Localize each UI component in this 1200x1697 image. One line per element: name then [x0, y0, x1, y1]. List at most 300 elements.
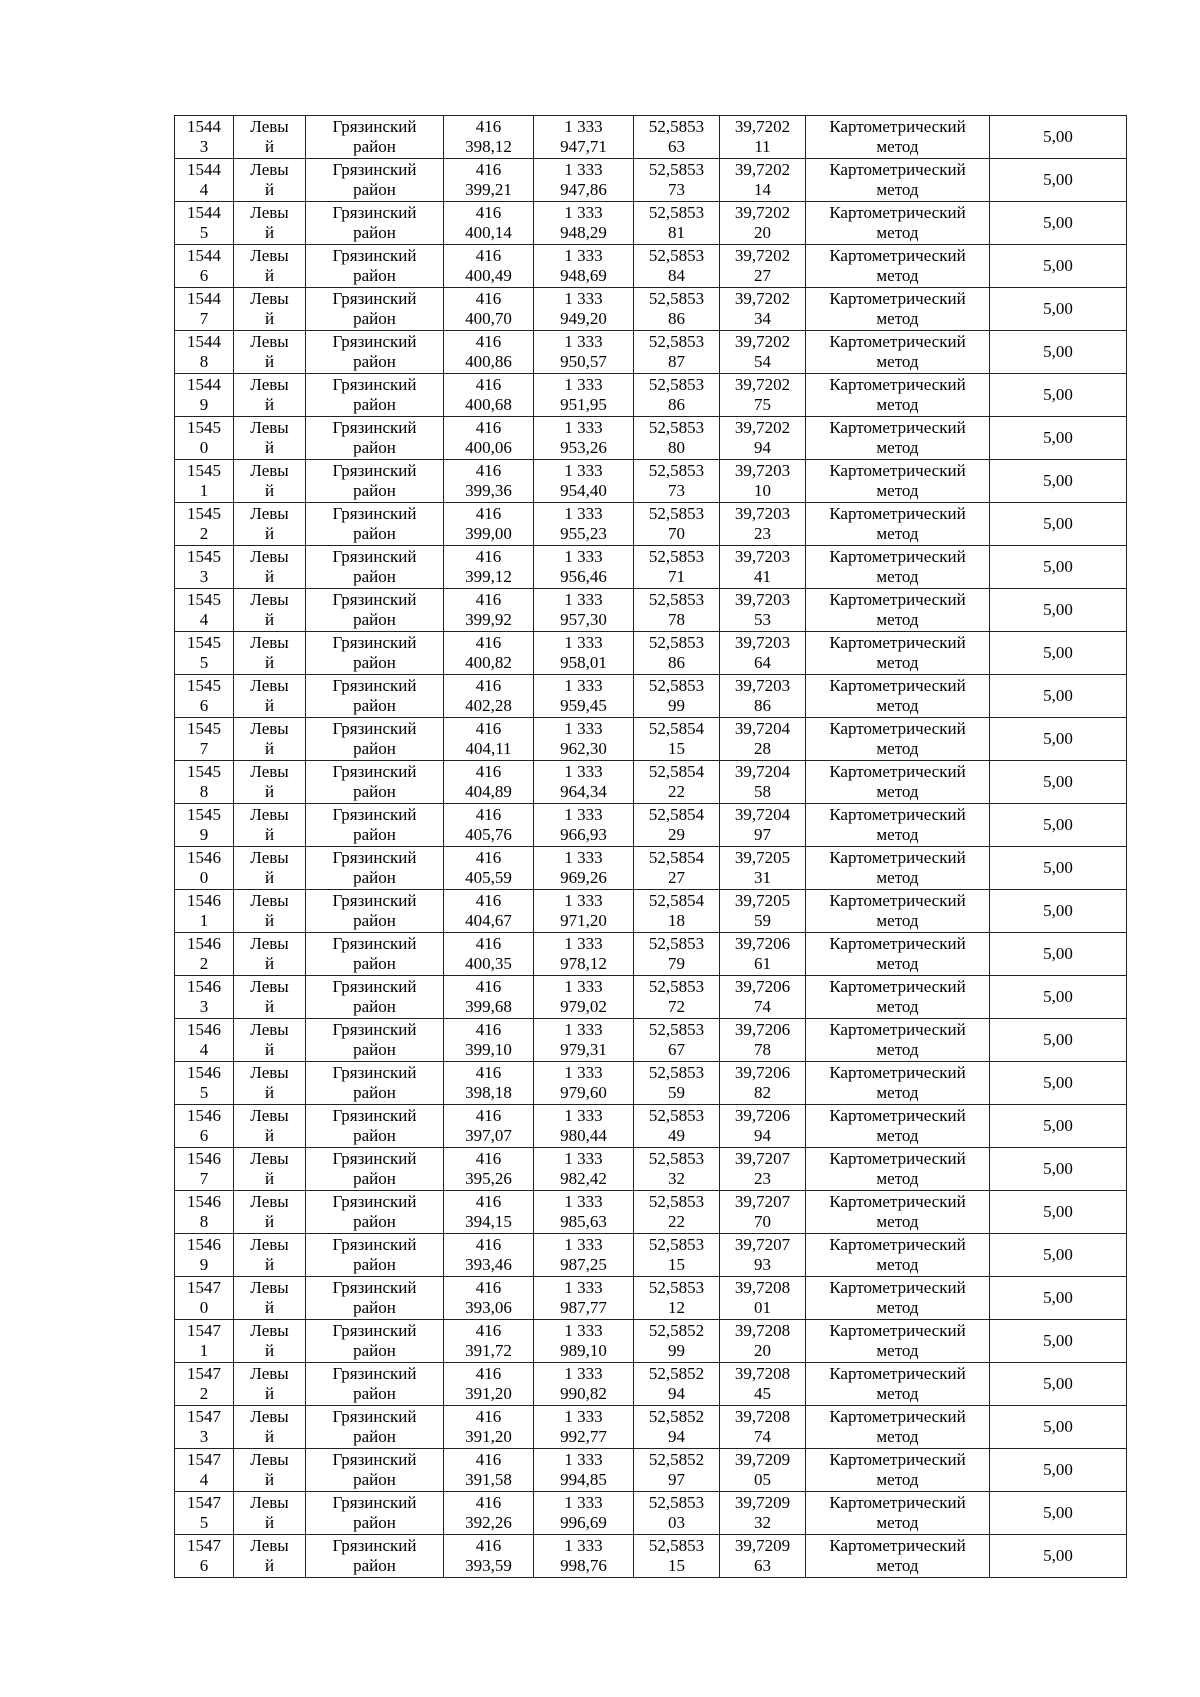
point-number-cell-line: 7 [199, 1169, 209, 1188]
method-cell [806, 116, 990, 159]
accuracy-cell: 5,00 [990, 1019, 1127, 1062]
side-cell-line: й [264, 1470, 275, 1489]
district-cell-line: район [353, 868, 396, 887]
latitude-cell [634, 1148, 720, 1191]
coord-x-cell-line: 416 [475, 1536, 502, 1555]
point-number-cell-line: 1545 [187, 762, 221, 781]
coord-x-cell-line: 395,26 [465, 1169, 512, 1188]
method-cell-line: метод [876, 653, 919, 672]
accuracy-cell: 5,00 [990, 245, 1127, 288]
method-cell-line: метод [876, 352, 919, 371]
method-cell [806, 718, 990, 761]
longitude-cell [720, 116, 806, 159]
latitude-cell-line: 52,5853 [648, 1063, 705, 1082]
coord-x-cell [444, 718, 534, 761]
latitude-cell-line: 87 [668, 352, 685, 371]
latitude-cell [634, 331, 720, 374]
point-number-cell [175, 1105, 234, 1148]
latitude-cell-line: 52,5854 [648, 805, 705, 824]
latitude-cell [634, 417, 720, 460]
longitude-cell-line: 31 [754, 868, 771, 887]
longitude-cell-line: 39,7209 [734, 1536, 791, 1555]
coord-y-cell-line: 979,02 [560, 997, 607, 1016]
table-row [175, 1019, 1127, 1062]
district-cell-line: Грязинский [332, 1063, 417, 1082]
longitude-cell-line: 54 [754, 352, 771, 371]
table-row [175, 331, 1127, 374]
district-cell [306, 1363, 444, 1406]
latitude-cell [634, 1449, 720, 1492]
district-cell-line: Грязинский [332, 1450, 417, 1469]
point-number-cell [175, 1277, 234, 1320]
table-row [175, 1062, 1127, 1105]
method-cell [806, 374, 990, 417]
coord-x-cell [444, 847, 534, 890]
latitude-cell [634, 675, 720, 718]
coord-x-cell-line: 399,12 [465, 567, 512, 586]
district-cell [306, 1148, 444, 1191]
district-cell [306, 718, 444, 761]
latitude-cell [634, 245, 720, 288]
method-cell-line: метод [876, 1427, 919, 1446]
side-cell-line: Левы [250, 289, 289, 308]
point-number-cell-line: 5 [199, 1513, 209, 1532]
longitude-cell [720, 288, 806, 331]
coord-x-cell [444, 1449, 534, 1492]
point-number-cell-line: 1544 [187, 246, 221, 265]
longitude-cell-line: 64 [754, 653, 771, 672]
district-cell-line: Грязинский [332, 676, 417, 695]
method-cell [806, 761, 990, 804]
method-cell-line: Картометрический [829, 762, 966, 781]
longitude-cell-line: 39,7204 [734, 719, 791, 738]
coordinates-table [174, 115, 1127, 1578]
latitude-cell-line: 52,5854 [648, 719, 705, 738]
district-cell-line: район [353, 739, 396, 758]
district-cell-line: район [353, 1556, 396, 1575]
coord-x-cell-line: 393,59 [465, 1556, 512, 1575]
district-cell-line: Грязинский [332, 1364, 417, 1383]
longitude-cell [720, 202, 806, 245]
coord-x-cell-line: 399,21 [465, 180, 512, 199]
point-number-cell-line: 5 [199, 1083, 209, 1102]
latitude-cell [634, 1406, 720, 1449]
latitude-cell-line: 80 [668, 438, 685, 457]
longitude-cell-line: 63 [754, 1556, 771, 1575]
longitude-cell [720, 1406, 806, 1449]
latitude-cell [634, 202, 720, 245]
side-cell-line: й [264, 1083, 275, 1102]
point-number-cell-line: 3 [199, 137, 209, 156]
coord-y-cell-line: 1 333 [564, 289, 603, 308]
district-cell-line: Грязинский [332, 719, 417, 738]
table-row [175, 718, 1127, 761]
method-cell-line: Картометрический [829, 977, 966, 996]
coord-y-cell-line: 1 333 [564, 1020, 603, 1039]
method-cell-line: метод [876, 524, 919, 543]
accuracy-cell: 5,00 [990, 761, 1127, 804]
accuracy-cell: 5,00 [990, 1363, 1127, 1406]
method-cell-line: Картометрический [829, 1063, 966, 1082]
point-number-cell-line: 1 [199, 911, 209, 930]
latitude-cell-line: 52,5853 [648, 289, 705, 308]
point-number-cell [175, 503, 234, 546]
latitude-cell-line: 52,5853 [648, 633, 705, 652]
accuracy-cell: 5,00 [990, 116, 1127, 159]
coord-y-cell-line: 979,60 [560, 1083, 607, 1102]
district-cell-line: Грязинский [332, 375, 417, 394]
coord-y-cell-line: 992,77 [560, 1427, 607, 1446]
point-number-cell [175, 245, 234, 288]
longitude-cell [720, 976, 806, 1019]
method-cell-line: Картометрический [829, 1450, 966, 1469]
point-number-cell-line: 1546 [187, 848, 221, 867]
method-cell-line: метод [876, 997, 919, 1016]
longitude-cell [720, 804, 806, 847]
longitude-cell-line: 39,7203 [734, 504, 791, 523]
latitude-cell [634, 116, 720, 159]
coord-x-cell [444, 589, 534, 632]
method-cell-line: метод [876, 1212, 919, 1231]
side-cell-line: Левы [250, 1192, 289, 1211]
district-cell-line: Грязинский [332, 934, 417, 953]
coord-x-cell [444, 202, 534, 245]
coord-y-cell [534, 933, 634, 976]
coord-y-cell [534, 245, 634, 288]
longitude-cell-line: 27 [754, 266, 771, 285]
side-cell-line: й [264, 1212, 275, 1231]
latitude-cell-line: 97 [668, 1470, 685, 1489]
longitude-cell [720, 1234, 806, 1277]
point-number-cell-line: 1547 [187, 1364, 221, 1383]
latitude-cell-line: 52,5853 [648, 1493, 705, 1512]
latitude-cell-line: 29 [668, 825, 685, 844]
latitude-cell-line: 12 [668, 1298, 685, 1317]
point-number-cell-line: 0 [199, 868, 209, 887]
district-cell-line: Грязинский [332, 891, 417, 910]
latitude-cell [634, 1492, 720, 1535]
latitude-cell-line: 79 [668, 954, 685, 973]
method-cell-line: метод [876, 481, 919, 500]
longitude-cell-line: 05 [754, 1470, 771, 1489]
coord-x-cell-line: 416 [475, 590, 502, 609]
longitude-cell [720, 1148, 806, 1191]
accuracy-cell: 5,00 [990, 1406, 1127, 1449]
coord-y-cell-line: 1 333 [564, 1364, 603, 1383]
side-cell-line: й [264, 1513, 275, 1532]
coord-x-cell [444, 933, 534, 976]
longitude-cell-line: 39,7202 [734, 289, 791, 308]
table-row [175, 417, 1127, 460]
method-cell [806, 847, 990, 890]
latitude-cell-line: 32 [668, 1169, 685, 1188]
longitude-cell-line: 39,7207 [734, 1192, 791, 1211]
side-cell-line: й [264, 352, 275, 371]
point-number-cell-line: 1544 [187, 332, 221, 351]
point-number-cell-line: 4 [199, 1040, 209, 1059]
point-number-cell-line: 1545 [187, 633, 221, 652]
district-cell-line: район [353, 782, 396, 801]
accuracy-cell: 5,00 [990, 1449, 1127, 1492]
coord-x-cell-line: 416 [475, 1278, 502, 1297]
method-cell [806, 546, 990, 589]
longitude-cell-line: 39,7208 [734, 1321, 791, 1340]
district-cell-line: район [353, 524, 396, 543]
latitude-cell [634, 1234, 720, 1277]
method-cell [806, 1019, 990, 1062]
district-cell-line: Грязинский [332, 332, 417, 351]
side-cell-line: Левы [250, 504, 289, 523]
side-cell-line: Левы [250, 977, 289, 996]
table-row [175, 675, 1127, 718]
longitude-cell-line: 39,7205 [734, 848, 791, 867]
point-number-cell-line: 1546 [187, 934, 221, 953]
latitude-cell-line: 52,5853 [648, 590, 705, 609]
method-cell [806, 288, 990, 331]
latitude-cell [634, 761, 720, 804]
method-cell-line: Картометрический [829, 1321, 966, 1340]
point-number-cell [175, 1062, 234, 1105]
coord-y-cell [534, 503, 634, 546]
coord-y-cell-line: 985,63 [560, 1212, 607, 1231]
longitude-cell [720, 847, 806, 890]
method-cell-line: Картометрический [829, 1020, 966, 1039]
point-number-cell-line: 7 [199, 739, 209, 758]
coord-x-cell-line: 394,15 [465, 1212, 512, 1231]
point-number-cell-line: 5 [199, 653, 209, 672]
coord-x-cell-line: 400,68 [465, 395, 512, 414]
coord-x-cell-line: 416 [475, 117, 502, 136]
longitude-cell-line: 39,7206 [734, 1106, 791, 1125]
side-cell-line: Левы [250, 1407, 289, 1426]
longitude-cell-line: 93 [754, 1255, 771, 1274]
longitude-cell-line: 39,7203 [734, 633, 791, 652]
latitude-cell [634, 1105, 720, 1148]
longitude-cell-line: 39,7209 [734, 1450, 791, 1469]
method-cell-line: Картометрический [829, 375, 966, 394]
side-cell-line: Левы [250, 203, 289, 222]
coord-y-cell [534, 847, 634, 890]
district-cell [306, 761, 444, 804]
point-number-cell-line: 1545 [187, 590, 221, 609]
district-cell [306, 804, 444, 847]
table-row [175, 546, 1127, 589]
coord-x-cell [444, 804, 534, 847]
longitude-cell-line: 39,7203 [734, 461, 791, 480]
coord-y-cell-line: 1 333 [564, 461, 603, 480]
method-cell-line: Картометрический [829, 1192, 966, 1211]
district-cell [306, 1535, 444, 1578]
latitude-cell [634, 890, 720, 933]
point-number-cell-line: 3 [199, 997, 209, 1016]
side-cell [234, 1492, 306, 1535]
method-cell-line: метод [876, 1513, 919, 1532]
coord-y-cell [534, 1363, 634, 1406]
coord-y-cell [534, 288, 634, 331]
table-row [175, 1320, 1127, 1363]
coord-y-cell-line: 1 333 [564, 590, 603, 609]
district-cell-line: район [353, 1298, 396, 1317]
coord-y-cell-line: 1 333 [564, 676, 603, 695]
coord-x-cell [444, 890, 534, 933]
point-number-cell [175, 288, 234, 331]
accuracy-cell: 5,00 [990, 1105, 1127, 1148]
longitude-cell [720, 1449, 806, 1492]
longitude-cell-line: 39,7202 [734, 418, 791, 437]
latitude-cell-line: 52,5853 [648, 1536, 705, 1555]
point-number-cell [175, 460, 234, 503]
district-cell [306, 1449, 444, 1492]
side-cell-line: й [264, 911, 275, 930]
coord-x-cell-line: 405,76 [465, 825, 512, 844]
district-cell-line: район [353, 825, 396, 844]
latitude-cell-line: 94 [668, 1384, 685, 1403]
coord-x-cell-line: 416 [475, 848, 502, 867]
side-cell [234, 1535, 306, 1578]
side-cell-line: й [264, 1427, 275, 1446]
point-number-cell [175, 417, 234, 460]
coord-y-cell-line: 994,85 [560, 1470, 607, 1489]
longitude-cell-line: 94 [754, 1126, 771, 1145]
latitude-cell-line: 22 [668, 782, 685, 801]
coord-x-cell-line: 398,12 [465, 137, 512, 156]
coord-x-cell-line: 397,07 [465, 1126, 512, 1145]
point-number-cell [175, 847, 234, 890]
point-number-cell-line: 1545 [187, 676, 221, 695]
coord-x-cell-line: 416 [475, 633, 502, 652]
table-row [175, 1535, 1127, 1578]
point-number-cell-line: 1 [199, 1341, 209, 1360]
coord-x-cell [444, 761, 534, 804]
coord-y-cell-line: 950,57 [560, 352, 607, 371]
district-cell-line: Грязинский [332, 848, 417, 867]
coord-y-cell-line: 954,40 [560, 481, 607, 500]
coord-x-cell [444, 503, 534, 546]
method-cell [806, 331, 990, 374]
coord-y-cell [534, 804, 634, 847]
accuracy-cell: 5,00 [990, 1062, 1127, 1105]
latitude-cell [634, 1277, 720, 1320]
longitude-cell [720, 374, 806, 417]
coord-x-cell [444, 1277, 534, 1320]
point-number-cell [175, 589, 234, 632]
method-cell-line: Картометрический [829, 1235, 966, 1254]
district-cell-line: Грязинский [332, 117, 417, 136]
coord-x-cell-line: 400,06 [465, 438, 512, 457]
coord-y-cell-line: 959,45 [560, 696, 607, 715]
method-cell-line: Картометрический [829, 1278, 966, 1297]
point-number-cell [175, 761, 234, 804]
coord-y-cell-line: 1 333 [564, 1407, 603, 1426]
side-cell [234, 1105, 306, 1148]
side-cell-line: й [264, 1169, 275, 1188]
method-cell-line: метод [876, 223, 919, 242]
coord-y-cell-line: 1 333 [564, 848, 603, 867]
district-cell-line: Грязинский [332, 633, 417, 652]
coord-x-cell-line: 400,82 [465, 653, 512, 672]
point-number-cell [175, 1191, 234, 1234]
point-number-cell [175, 675, 234, 718]
coord-y-cell-line: 949,20 [560, 309, 607, 328]
coord-y-cell [534, 1535, 634, 1578]
point-number-cell-line: 0 [199, 438, 209, 457]
latitude-cell-line: 52,5853 [648, 203, 705, 222]
latitude-cell [634, 718, 720, 761]
table-row [175, 288, 1127, 331]
method-cell-line: Картометрический [829, 289, 966, 308]
side-cell-line: й [264, 137, 275, 156]
district-cell-line: район [353, 1470, 396, 1489]
longitude-cell-line: 39,7206 [734, 1063, 791, 1082]
method-cell-line: Картометрический [829, 160, 966, 179]
accuracy-cell: 5,00 [990, 718, 1127, 761]
coord-y-cell [534, 159, 634, 202]
longitude-cell-line: 28 [754, 739, 771, 758]
method-cell-line: Картометрический [829, 633, 966, 652]
latitude-cell-line: 52,5853 [648, 375, 705, 394]
point-number-cell-line: 0 [199, 1298, 209, 1317]
side-cell [234, 202, 306, 245]
method-cell-line: Картометрический [829, 891, 966, 910]
side-cell-line: й [264, 395, 275, 414]
coord-x-cell-line: 416 [475, 1321, 502, 1340]
method-cell [806, 1449, 990, 1492]
side-cell [234, 675, 306, 718]
coord-x-cell [444, 1234, 534, 1277]
latitude-cell-line: 52,5854 [648, 762, 705, 781]
point-number-cell-line: 1547 [187, 1278, 221, 1297]
coord-x-cell-line: 416 [475, 934, 502, 953]
longitude-cell-line: 39,7202 [734, 332, 791, 351]
table-row [175, 761, 1127, 804]
coord-x-cell-line: 400,35 [465, 954, 512, 973]
side-cell-line: й [264, 696, 275, 715]
longitude-cell-line: 34 [754, 309, 771, 328]
coord-y-cell-line: 1 333 [564, 719, 603, 738]
latitude-cell [634, 374, 720, 417]
coord-y-cell-line: 947,71 [560, 137, 607, 156]
longitude-cell [720, 1105, 806, 1148]
coord-y-cell-line: 1 333 [564, 1235, 603, 1254]
point-number-cell-line: 1545 [187, 461, 221, 480]
longitude-cell-line: 97 [754, 825, 771, 844]
method-cell-line: Картометрический [829, 1536, 966, 1555]
latitude-cell-line: 52,5853 [648, 934, 705, 953]
longitude-cell-line: 39,7204 [734, 762, 791, 781]
side-cell-line: й [264, 223, 275, 242]
longitude-cell-line: 39,7203 [734, 590, 791, 609]
coord-x-cell [444, 976, 534, 1019]
side-cell-line: й [264, 739, 275, 758]
method-cell [806, 589, 990, 632]
point-number-cell-line: 1547 [187, 1450, 221, 1469]
coord-x-cell [444, 546, 534, 589]
longitude-cell [720, 1363, 806, 1406]
district-cell [306, 1492, 444, 1535]
coord-y-cell [534, 1148, 634, 1191]
accuracy-cell: 5,00 [990, 546, 1127, 589]
district-cell-line: Грязинский [332, 289, 417, 308]
side-cell-line: Левы [250, 1321, 289, 1340]
method-cell [806, 1492, 990, 1535]
latitude-cell-line: 71 [668, 567, 685, 586]
method-cell-line: Картометрический [829, 848, 966, 867]
coord-y-cell-line: 987,77 [560, 1298, 607, 1317]
coord-x-cell-line: 416 [475, 1493, 502, 1512]
coord-x-cell [444, 288, 534, 331]
longitude-cell [720, 890, 806, 933]
coord-x-cell-line: 400,49 [465, 266, 512, 285]
